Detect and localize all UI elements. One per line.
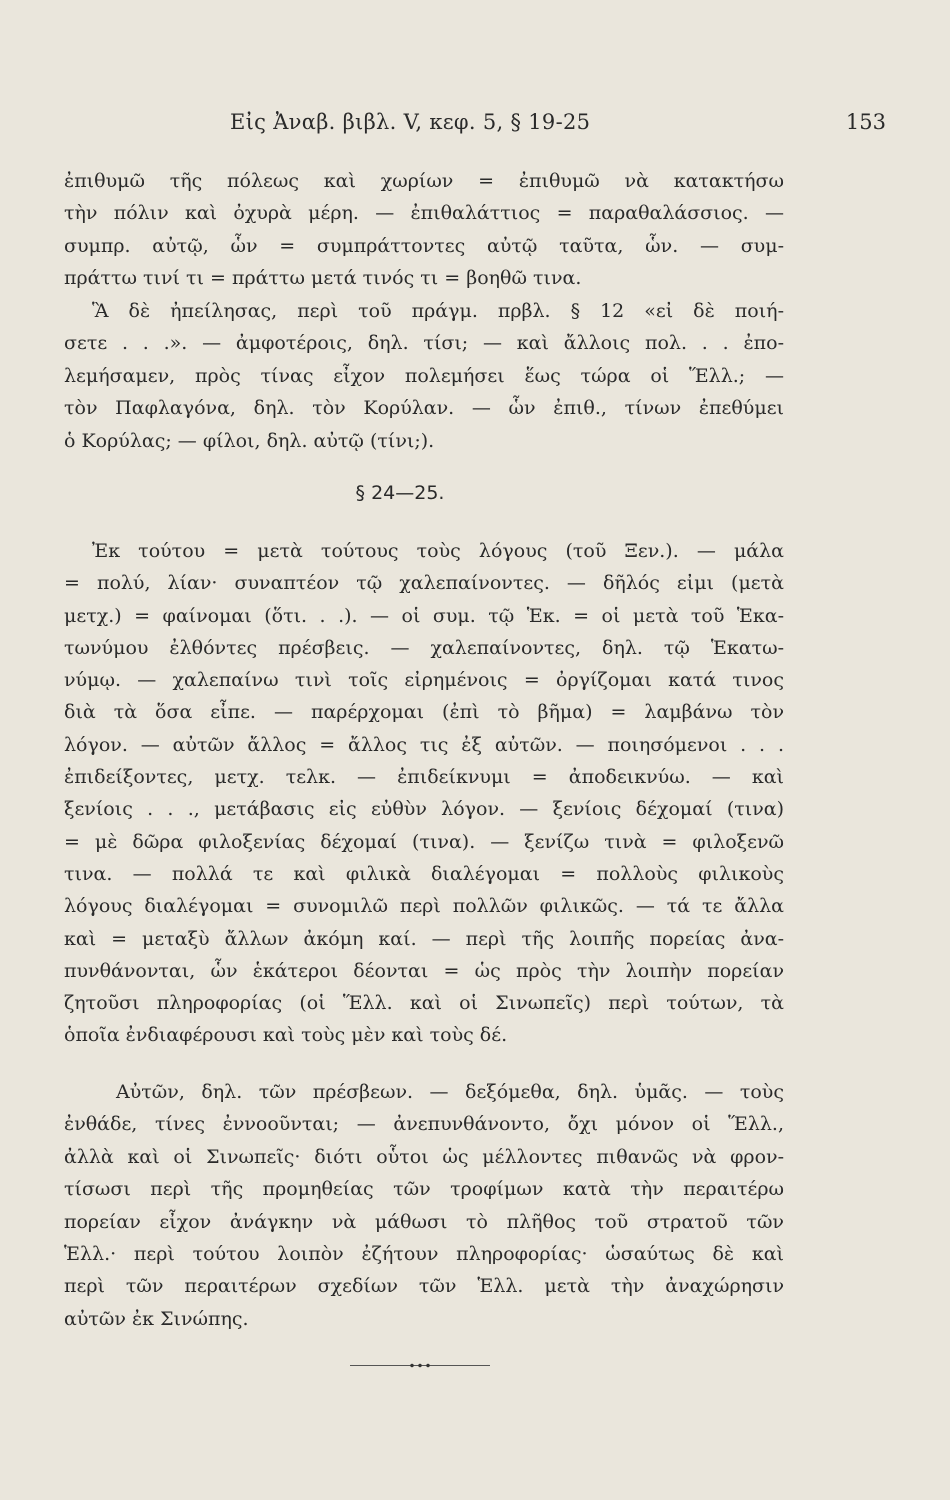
- text-line: ὁποῖα ἐνδιαφέρουσι καὶ τοὺς μὲν καὶ τοὺς δέ.: [64, 1024, 508, 1047]
- text-line: μετχ.) = φαίνομαι (ὅτι. . .). — οἱ συμ. τῷ Ἑκ. = οἱ μετὰ τοῦ Ἑκα-: [64, 604, 784, 627]
- text-line: λεμήσαμεν, πρὸς τίνας εἶχον πολεμήσει ἕως τώρα οἱ Ἕλλ.; —: [64, 364, 784, 387]
- text-line: συμπρ. αὐτῷ, ὧν = συμπράττοντες αὐτῷ ταῦτα, ὧν. — συμ-: [64, 234, 784, 257]
- text-line: Ἃ δὲ ἠπείλησας, περὶ τοῦ πράγμ. πρβλ. § 12 «εἰ δὲ ποιή-: [92, 299, 784, 322]
- text-line: αὐτῶν ἐκ Σινώπης.: [64, 1307, 249, 1330]
- text-line: ζητοῦσι πληροφορίας (οἱ Ἕλλ. καὶ οἱ Σινωπεῖς) περὶ τούτων, τὰ: [64, 992, 784, 1015]
- commentary-block-1: [64, 165, 784, 457]
- text-line: λόγους διαλέγομαι = συνομιλῶ περὶ πολλῶν φιλικῶς. — τά τε ἄλλα: [64, 895, 784, 918]
- text-line: Ἐκ τούτου = μετὰ τούτους τοὺς λόγους (τοῦ Ξεν.). — μάλα: [92, 540, 784, 562]
- text-line: καὶ = μεταξὺ ἄλλων ἀκόμη καί. — περὶ τῆς λοιπῆς πορείας ἀνα-: [64, 927, 784, 950]
- text-line: = μὲ δῶρα φιλοξενίας δέχομαί (τινα). — ξενίζω τινὰ = φιλοξενῶ: [64, 830, 784, 853]
- text-line: διὰ τὰ ὅσα εἶπε. — παρέρχομαι (ἐπὶ τὸ βῆμα) = λαμβάνω τὸν: [64, 701, 784, 724]
- text-line: πυνθάνονται, ὧν ἑκάτεροι δέονται = ὡς πρὸς τὴν λοιπὴν πορείαν: [64, 959, 784, 982]
- text-line: ἐπιδείξοντες, μετχ. τελκ. — ἐπιδείκνυμι = ἀποδεικνύω. — καὶ: [64, 766, 784, 789]
- section-heading: § 24—25.: [355, 482, 445, 504]
- text-line: τὴν πόλιν καὶ ὀχυρὰ μέρη. — ἐπιθαλάττιος = παραθαλάσσιος. —: [64, 202, 784, 225]
- text-line: = πολύ, λίαν· συναπτέον τῷ χαλεπαίνοντες. — δῆλός εἰμι (μετὰ: [64, 572, 784, 595]
- running-header: Εἰς Ἀναβ. βιβλ. V, κεφ. 5, § 19-25: [230, 110, 591, 134]
- text-line: λόγον. — αὐτῶν ἄλλος = ἄλλος τις ἐξ αὐτῶν. — ποιησόμενοι . . .: [64, 733, 784, 756]
- text-line: ἀλλὰ καὶ οἱ Σινωπεῖς· διότι οὗτοι ὡς μέλλοντες πιθανῶς νὰ φρον-: [64, 1145, 784, 1168]
- text-line: τωνύμου ἐλθόντες πρέσβεις. — χαλεπαίνοντες, δηλ. τῷ Ἑκατω-: [64, 636, 784, 659]
- ornament-dots: [408, 1362, 432, 1369]
- text-line: πορείαν εἶχον ἀνάγκην νὰ μάθωσι τὸ πλῆθος τοῦ στρατοῦ τῶν: [64, 1210, 784, 1233]
- commentary-block-2: [64, 535, 784, 1052]
- text-line: τίσωσι περὶ τῆς προμηθείας τῶν τροφίμων κατὰ τὴν περαιτέρω: [64, 1178, 784, 1201]
- text-line: νύμῳ. — χαλεπαίνω τινὶ τοῖς εἰρημένοις = ὀργίζομαι κατά τινος: [64, 669, 784, 692]
- text-line: τινα. — πολλά τε καὶ φιλικὰ διαλέγομαι = πολλοὺς φιλικοὺς: [64, 862, 784, 885]
- section-end-ornament: [350, 1362, 490, 1370]
- commentary-block-3: [64, 1076, 784, 1335]
- text-line: ἐνθάδε, τίνες ἐννοοῦνται; — ἀνεπυνθάνοντο, ὄχι μόνον οἱ Ἕλλ.,: [64, 1113, 784, 1136]
- text-line: πράττω τινί τι = πράττω μετά τινός τι = βοηθῶ τινα.: [64, 267, 582, 290]
- text-line: ὁ Κορύλας; — φίλοι, δηλ. αὐτῷ (τίνι;).: [64, 429, 435, 452]
- text-line: σετε . . .». — ἀμφοτέροις, δηλ. τίσι; — καὶ ἄλλοις πολ. . . ἐπο-: [64, 332, 784, 355]
- text-line: Ἑλλ.· περὶ τούτου λοιπὸν ἐζήτουν πληροφορίας· ὡσαύτως δὲ καὶ: [64, 1242, 784, 1265]
- text-line: ἐπιθυμῶ τῆς πόλεως καὶ χωρίων = ἐπιθυμῶ νὰ κατακτήσω: [64, 170, 784, 192]
- text-line: τὸν Παφλαγόνα, δηλ. τὸν Κορύλαν. — ὧν ἐπιθ., τίνων ἐπεθύμει: [64, 397, 784, 420]
- text-line: Αὐτῶν, δηλ. τῶν πρέσβεων. — δεξόμεθα, δηλ. ὑμᾶς. — τοὺς: [116, 1081, 784, 1103]
- text-line: ξενίοις . . ., μετάβασις εἰς εὐθὺν λόγον. — ξενίοις δέχομαί (τινα): [64, 798, 784, 821]
- text-line: περὶ τῶν περαιτέρων σχεδίων τῶν Ἑλλ. μετὰ τὴν ἀναχώρησιν: [64, 1275, 784, 1298]
- page-number: 153: [845, 110, 886, 134]
